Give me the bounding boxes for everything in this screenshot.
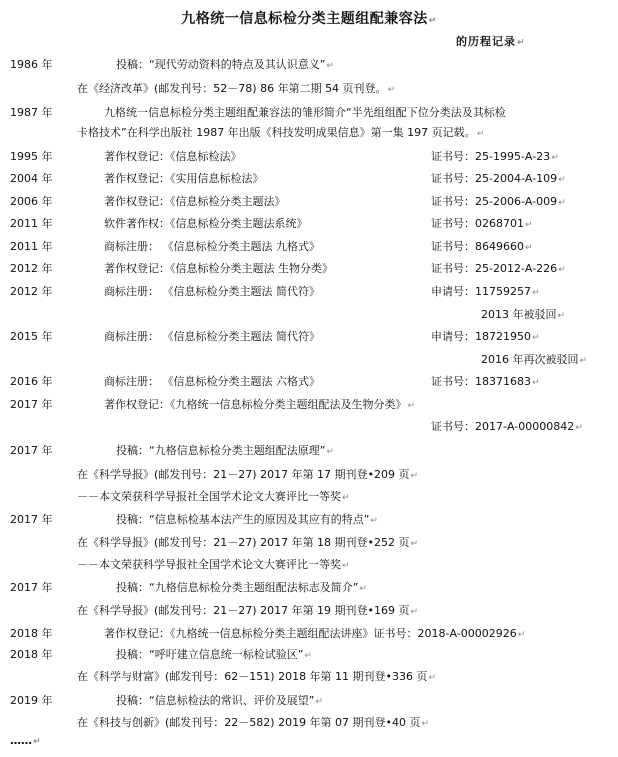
record-year: 2017 年	[10, 444, 53, 457]
record-row-2012	[0, 283, 618, 301]
record-row-2018	[0, 625, 618, 643]
ellipsis-text: ……↵	[10, 734, 41, 747]
record-year: 2004 年	[10, 172, 53, 185]
record-row-1986	[0, 56, 618, 74]
record-row-2011	[0, 238, 618, 256]
record-text: 在《科学导报》(邮发刊号：21－27) 2017 年第 19 期刊登•169 页↵	[77, 604, 419, 617]
record-text: 投稿：“呼吁建立信息统一标检试验区”↵	[116, 648, 312, 661]
record-text: 卡格技术”在科学出版社 1987 年出版《科技发明成果信息》第一集 197 页记载。↵	[77, 126, 485, 139]
record-row-1995	[0, 148, 618, 166]
record-row-2004	[0, 170, 618, 188]
record-note	[0, 351, 618, 369]
record-continuation	[0, 602, 618, 620]
application-number: 申请号：18721950↵	[431, 330, 540, 343]
application-number: 申请号：11759257↵	[431, 285, 540, 298]
document-title: 九格统一信息标检分类主题组配兼容法↵	[181, 11, 437, 27]
paragraph-mark-icon: ↵	[428, 16, 437, 26]
record-row-2011	[0, 215, 618, 233]
certificate-number: 证书号：25-2006-A-009↵	[431, 195, 566, 208]
record-continuation	[0, 534, 618, 552]
record-row-2017	[0, 396, 618, 414]
record-year: 1995 年	[10, 150, 53, 163]
record-text: 著作权登记：《信息标检分类主题法 生物分类》	[104, 262, 333, 275]
certificate-number: 证书号：8649660↵	[431, 240, 533, 253]
record-text: 商标注册： 《信息标检分类主题法 简代符》	[104, 330, 320, 343]
record-continuation	[0, 714, 618, 732]
certificate-number: 证书号：25-2012-A-226↵	[431, 262, 566, 275]
record-text: 投稿：“信息标检法的常识、评价及展望”↵	[116, 694, 323, 707]
record-year: 1986 年	[10, 58, 53, 71]
record-row-2016	[0, 373, 618, 391]
record-year: 2017 年	[10, 513, 53, 526]
record-year: 2011 年	[10, 240, 53, 253]
record-text: 在《科技与创新》(邮发刊号：22－582) 2019 年第 07 期刊登•40 页↵	[77, 716, 430, 729]
record-text: 在《科学导报》(邮发刊号：21－27) 2017 年第 18 期刊登•252 页↵	[77, 536, 419, 549]
record-continuation	[0, 556, 618, 574]
record-year: 1987 年	[10, 106, 53, 119]
record-row-2017	[0, 511, 618, 529]
record-text: 2016 年再次被驳回↵	[481, 353, 588, 366]
record-year: 2016 年	[10, 375, 53, 388]
record-row-2012	[0, 260, 618, 278]
record-year: 2018 年	[10, 627, 53, 640]
record-text: 商标注册： 《信息标检分类主题法 简代符》	[104, 285, 320, 298]
record-text: －－本文荣获科学导报社全国学术论文大赛评比一等奖↵	[77, 558, 350, 571]
record-year: 2015 年	[10, 330, 53, 343]
record-text: 商标注册： 《信息标检分类主题法 九格式》	[104, 240, 320, 253]
record-row-2017	[0, 442, 618, 460]
paragraph-mark-icon: ↵	[517, 38, 526, 48]
certificate-number: 证书号：18371683↵	[431, 375, 540, 388]
record-text: 九格统一信息标检分类主题组配兼容法的雏形简介“半先组组配下位分类法及其标检	[104, 106, 506, 119]
record-text: 在《科学导报》(邮发刊号：21－27) 2017 年第 17 期刊登•209 页↵	[77, 468, 419, 481]
record-continuation	[0, 488, 618, 506]
record-text: 2013 年被驳回↵	[481, 308, 566, 321]
certificate-number: 证书号：2017-A-00000842↵	[431, 420, 583, 433]
record-text: 著作权登记：《九格统一信息标检分类主题组配法讲座》证书号：2018-A-00002926↵	[104, 627, 526, 640]
record-continuation	[0, 124, 618, 142]
record-text: 投稿：“信息标检基本法产生的原因及其应有的特点”↵	[116, 513, 378, 526]
record-year: 2006 年	[10, 195, 53, 208]
record-year: 2017 年	[10, 581, 53, 594]
record-text: 著作权登记：《九格统一信息标检分类主题组配法及生物分类》↵	[104, 398, 416, 411]
record-year: 2011 年	[10, 217, 53, 230]
record-continuation	[0, 466, 618, 484]
record-note	[0, 306, 618, 324]
record-row-2006	[0, 193, 618, 211]
certificate-number: 证书号：25-1995-A-23↵	[431, 150, 559, 163]
record-year: 2019 年	[10, 694, 53, 707]
record-continuation	[0, 668, 618, 686]
record-year: 2012 年	[10, 262, 53, 275]
record-year: 2012 年	[10, 285, 53, 298]
record-text: －－本文荣获科学导报社全国学术论文大赛评比一等奖↵	[77, 490, 350, 503]
record-row-1987	[0, 104, 618, 122]
ellipsis-row	[0, 734, 618, 752]
record-text: 在《经济改革》(邮发刊号：52－78) 86 年第二期 54 页刊登。↵	[77, 82, 396, 95]
record-row-2019	[0, 692, 618, 710]
certificate-number: 证书号：0268701↵	[431, 217, 533, 230]
document-subtitle: 的历程记录↵	[456, 35, 526, 48]
record-row-2015	[0, 328, 618, 346]
record-text: 著作权登记：《信息标检法》	[104, 150, 242, 163]
record-text: 在《科学与财富》(邮发刊号：62－151) 2018 年第 11 期刊登•336 页↵	[77, 670, 437, 683]
record-text: 著作权登记：《实用信息标检法》	[104, 172, 264, 185]
record-row-2017	[0, 579, 618, 597]
record-text: 商标注册： 《信息标检分类主题法 六格式》	[104, 375, 320, 388]
record-text: 著作权登记：《信息标检分类主题法》	[104, 195, 286, 208]
certificate-number: 证书号：25-2004-A-109↵	[431, 172, 566, 185]
record-text: 软件著作权：《信息标检分类主题法系统》	[104, 217, 308, 230]
record-text: 投稿：“现代劳动资料的特点及其认识意义”↵	[116, 58, 334, 71]
record-year: 2018 年	[10, 648, 53, 661]
record-continuation	[0, 80, 618, 98]
record-text: 投稿：“九格信息标检分类主题组配法原理”↵	[116, 444, 334, 457]
record-note	[0, 418, 618, 436]
record-year: 2017 年	[10, 398, 53, 411]
record-row-2018	[0, 646, 618, 664]
record-text: 投稿：“九格信息标检分类主题组配法标志及简介”↵	[116, 581, 367, 594]
